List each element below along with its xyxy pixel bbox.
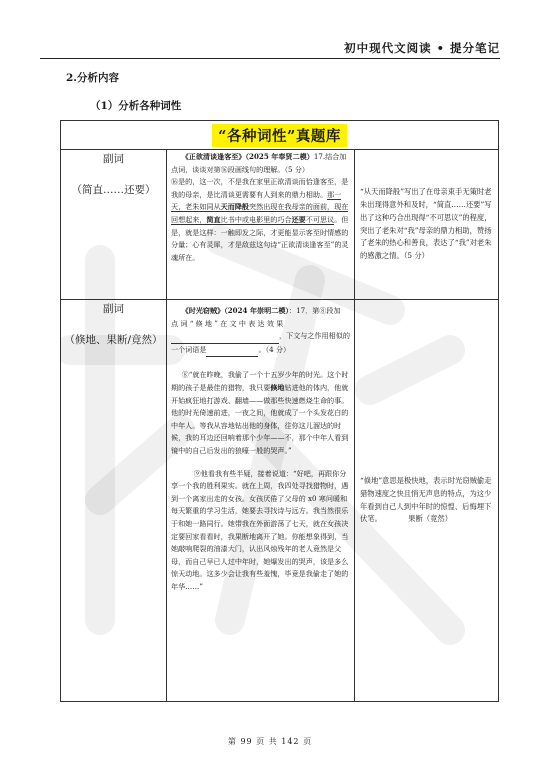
row2-answer-main: “倏地”意思是极快地，表示时光窃贼偷走猎物速度之快且悄无声息的特点，为这少年看到自己人到中年时的惊惶、后悔埋下伏笔。 bbox=[360, 475, 492, 524]
page-number: 第 99 页 共 142 页 bbox=[227, 737, 313, 746]
row1-answer: “从天而降般”写出了在母亲束手无策时老朱出现得意外和及时，“简直……还要”写出了这种巧合出现得“不可思议”的程度，突出了老朱对“我”母亲的鼎力相助，赞扬了老朱的热心和善良，表达了“我”对老朱的感激之情。（5 分） bbox=[355, 150, 499, 300]
header-title: 初中现代文阅读 • 提分笔记 bbox=[344, 41, 500, 55]
row1-underlined-part2: 突然出现在我母亲的面前，现在回想起来， bbox=[171, 202, 349, 224]
row2-question-line4: 一个词语是 bbox=[171, 344, 207, 354]
row1-question-prompt: 17.结合加点词，谈谈对第⑯段画线句的理解。（5 分） bbox=[171, 152, 347, 174]
row2-question-line2: 点 词 “ 倏 地 ” 在 文 中 表 达 效 果 bbox=[171, 318, 284, 328]
row1-passage-closing: 。但是，就是这样：一触即发之际，才更能显示客至时情感的分量；心有灵犀，才是敌兹这句诗“正欲清谈逢客至”的灵魂所在。 bbox=[171, 214, 349, 262]
row1-label-words: （简直……还要） bbox=[71, 184, 156, 196]
row2-label-words: （倏地、果断/竟然） bbox=[64, 334, 163, 346]
row2-paragraph8-rest: 钻进他的体内，他就开始疯狂地打游戏、翻墙——做那些快速燃烧生命的事。他的时光倚速前进，一夜之间，他就成了一个头发花白的中年人。等我从容地钻出他的身体，往你这儿溜达的时候，我的耳边还回响着那个少年——不，那个中年人看到镜中的自己后发出的狼嚎一般的哭声。” bbox=[171, 382, 349, 455]
row1-underlined-part4: 不可思议 bbox=[305, 214, 335, 224]
row2-paragraph8-dotted-word: 倏地 bbox=[270, 382, 285, 392]
row2-question bbox=[167, 300, 355, 702]
row2-answer-word: 果断（竟然） bbox=[408, 514, 452, 524]
row1-underlined-part3: 比书中或电影里的巧合 bbox=[220, 214, 292, 224]
section-subtitle: （1）分析各种词性 bbox=[90, 100, 182, 112]
row2-answer-blank-1[interactable] bbox=[171, 330, 279, 344]
row1-label bbox=[61, 150, 167, 300]
row1-question bbox=[167, 150, 355, 300]
row2-question-source: 《时光窃贼》（2024 年崇明二模） bbox=[181, 306, 289, 315]
row2-question-line3: ，下文与之作用相似的 bbox=[279, 331, 350, 341]
section-title: 2.分析内容 bbox=[66, 72, 119, 84]
row1-underlined-dotted2: 简直 bbox=[206, 214, 221, 224]
row1-passage-opening: ⑯是的，这一次，不是我在家里正欲清谈而恰逢客至，是我的母亲，是比清谈更需要有人到来的鼎力相助。 bbox=[171, 177, 349, 199]
row2-question-line4-tail: 。（4 分） bbox=[258, 344, 291, 354]
bank-title-cell bbox=[61, 121, 499, 150]
row2-answer-blank-2[interactable] bbox=[206, 344, 258, 358]
bank-title: “各种词性”真题库 bbox=[212, 124, 347, 147]
row2-label bbox=[61, 300, 167, 702]
row2-label-word-class: 副词 bbox=[103, 303, 124, 315]
row1-underlined-dotted3: 还要 bbox=[291, 214, 306, 224]
row1-question-source: 《正欲清谈逢客至》（2025 年奉贤二模） bbox=[181, 152, 314, 161]
row1-underlined-dotted1: 天而降般 bbox=[220, 202, 250, 212]
row2-question-number: ：17．第⑧段加 bbox=[288, 306, 341, 315]
row2-answer bbox=[355, 300, 499, 702]
header-divider bbox=[40, 58, 500, 59]
row1-label-word-class: 副词 bbox=[103, 153, 124, 165]
row2-paragraph9: ⑨他看我有些半疑，接着说道：“好吧，再跟你分享一个我的胜利果实。就在上周，我四处寻找猎物时，遇到一个离家出走的女孩。女孩厌倦了父母的 x0 寒问暖和每天繁重的学习生活，她要去寻找诗与远方。我当然很乐于和她一路同行。她带我在外面游荡了七天，就在女孩决定要回家看看时，我果断地离开了她。你能想象得到，当她敲响爬裂的油漆大门，认出风烛残年的老人竟然是父母，而自己早已人过中年时，她爆发出的哭声，该是多么惊天动地。这多少会让我有些羞愧，毕竟是我偷走了她的年华……” bbox=[171, 468, 349, 591]
row2-paragraph8-start: ⑧“就在昨晚，我偷了一个十五岁少年的时光。这个时期的孩子是最佳的猎物，我只要 bbox=[171, 370, 349, 392]
row1-underlined-part1: 那一天，老朱如同从 bbox=[171, 189, 342, 212]
question-bank-table bbox=[60, 120, 499, 702]
